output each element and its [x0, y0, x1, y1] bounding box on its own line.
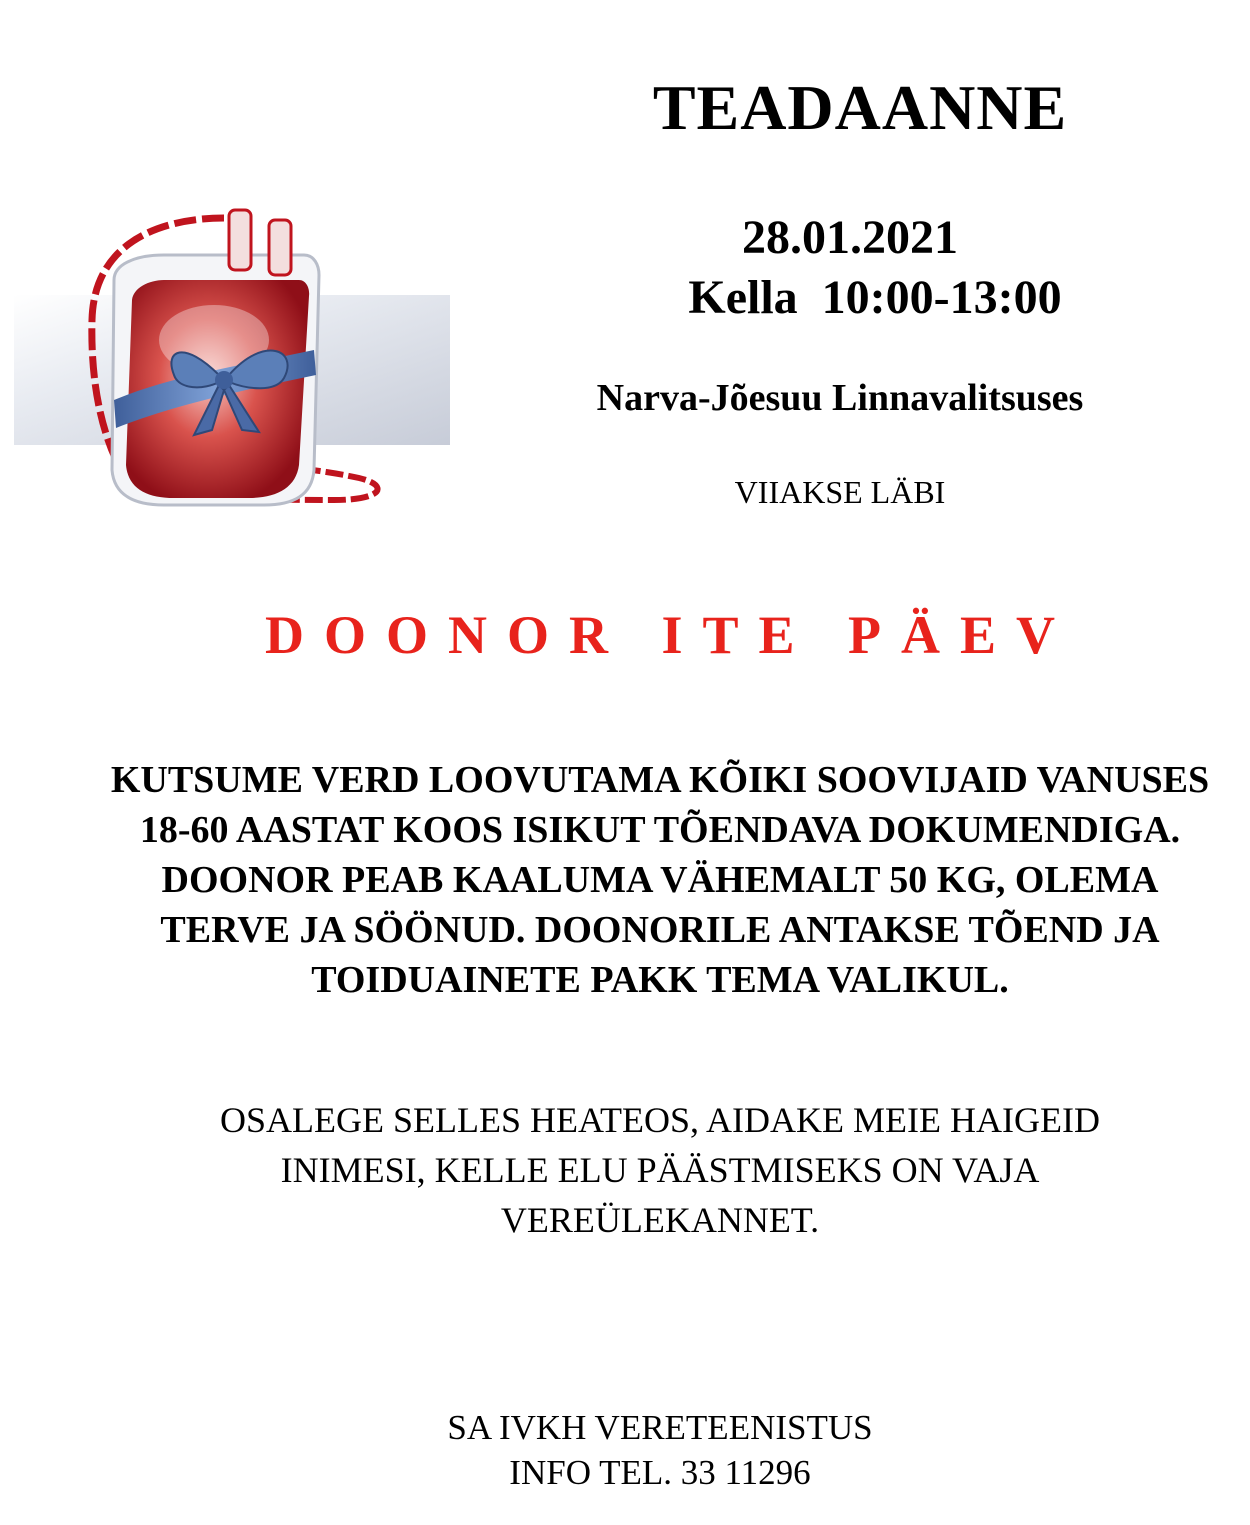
conducted-label: VIIAKSE LÄBI	[734, 474, 946, 510]
blood-bag-illustration	[14, 200, 450, 530]
invitation-text: KUTSUME VERD LOOVUTAMA KÕIKI SOOVIJAID VANUSES 18-60 AASTAT KOOS ISIKUT TÕENDAVA DOKUMENDIGA. DOONOR PEAB KAALUMA VÄHEMALT 50 KG, OLEMA TERVE JA SÖÖNUD. DOONORILE ANTAKSE TÕEND JA TOIDUAINETE PAKK TEMA VALIKUL.	[110, 759, 1210, 1001]
event-location: Narva-Jõesuu Linnavalitsuses	[596, 377, 1084, 419]
notice-title: TEADAANNE	[652, 72, 1068, 143]
event-date: 28.01.2021	[742, 211, 958, 264]
event-name: DOONOR ITE PÄEV	[264, 605, 1076, 665]
event-time: Kella 10:00-13:00	[688, 271, 1062, 324]
organization-name: SA IVKH VERETEENISTUS	[447, 1408, 873, 1447]
info-phone: INFO TEL. 33 11296	[509, 1453, 811, 1492]
blood-bag-icon	[14, 200, 450, 530]
appeal-text: OSALEGE SELLES HEATEOS, AIDAKE MEIE HAIGEID INIMESI, KELLE ELU PÄÄSTMISEKS ON VAJA VEREÜLEKANNET.	[220, 1100, 1100, 1240]
